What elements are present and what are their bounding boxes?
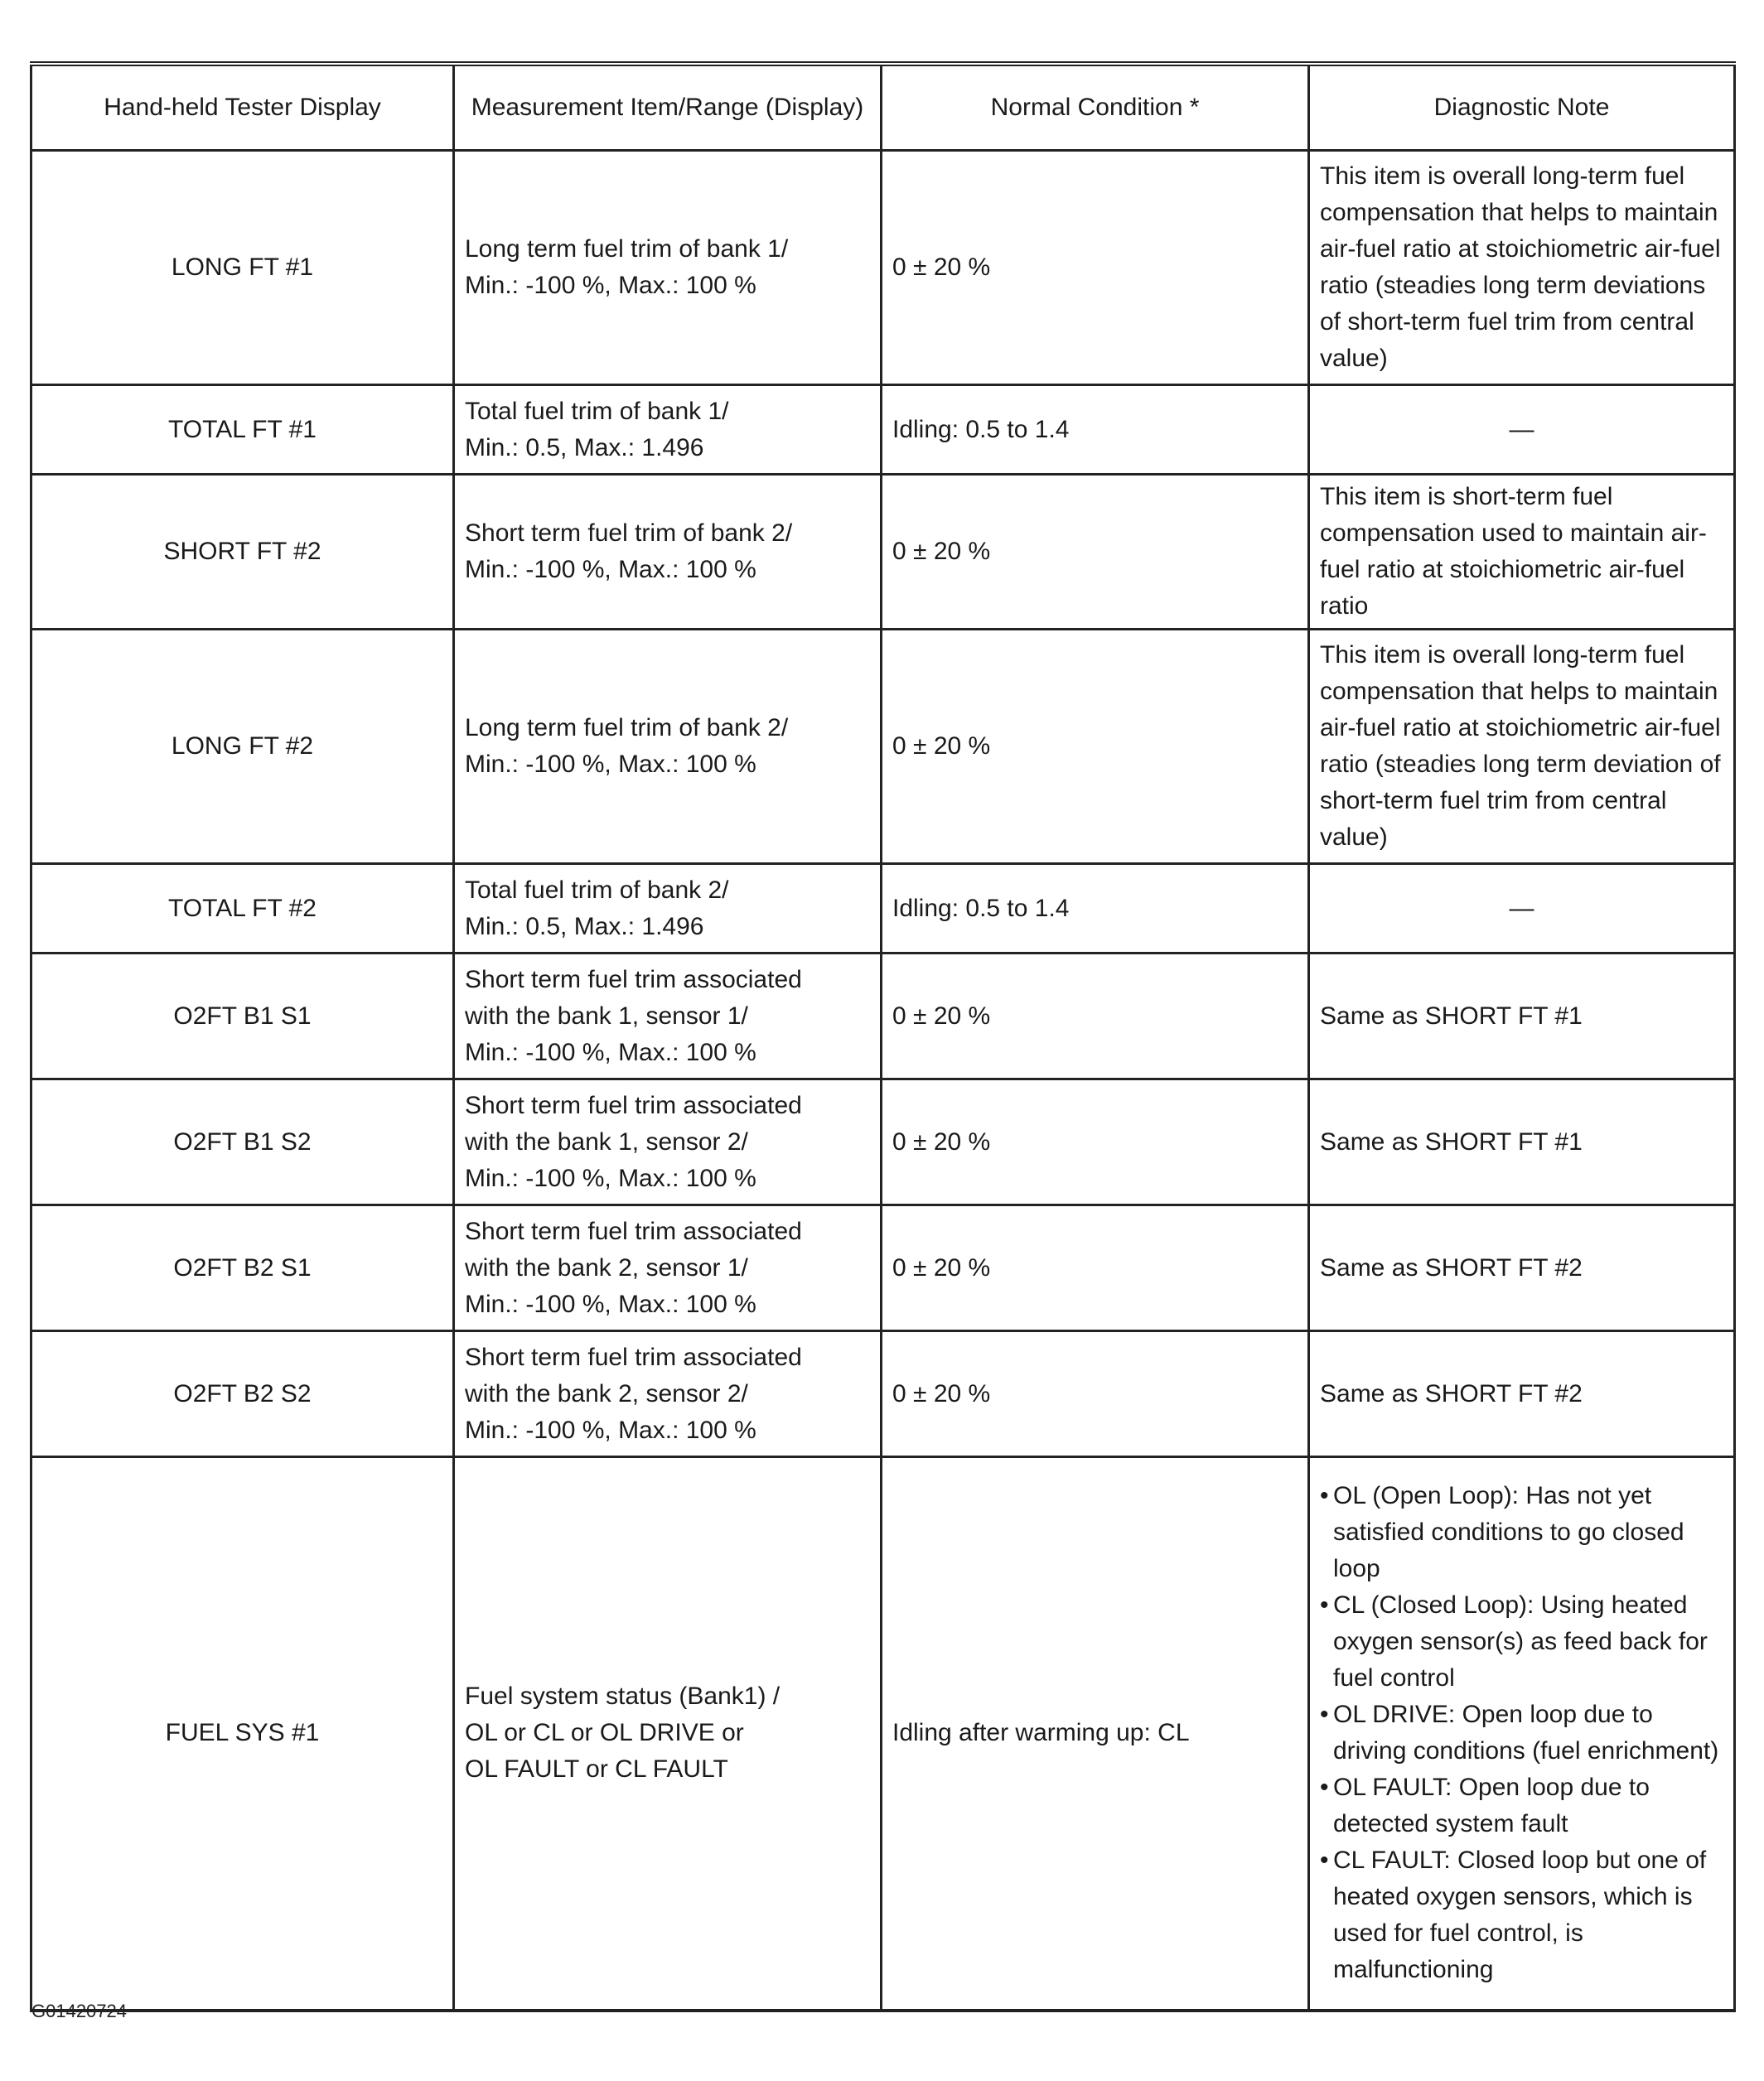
normal-condition-cell: 0 ± 20 % (882, 630, 1309, 864)
table-row (31, 475, 1735, 630)
diagnostic-data-table-container (30, 61, 1733, 2012)
measurement-line: with the bank 1, sensor 2/ (465, 1127, 748, 1156)
tester-display-cell: LONG FT #1 (31, 151, 454, 385)
diagnostic-note-cell: This item is overall long-term fuel compensation that helps to maintain air-fuel ratio at stoichiometric air-fuel ratio (steadies long term deviations of short-term fuel trim from central value) (1309, 151, 1735, 385)
diagnostic-note-cell: This item is overall long-term fuel compensation that helps to maintain air-fuel ratio at stoichiometric air-fuel ratio (steadies long term deviation of short-term fuel trim from central value) (1309, 630, 1735, 864)
tester-display-cell: LONG FT #2 (31, 630, 454, 864)
diagnostic-note-cell: — (1309, 864, 1735, 954)
tester-display-cell: SHORT FT #2 (31, 475, 454, 630)
table-header-row (31, 64, 1735, 151)
bullet-item: • CL (Closed Loop): Using heated oxygen sensor(s) as feed back for fuel control (1320, 1587, 1723, 1697)
measurement-line: Total fuel trim of bank 2/ (465, 876, 729, 904)
diagnostic-note-cell (1309, 1457, 1735, 2011)
normal-condition-cell: Idling: 0.5 to 1.4 (882, 385, 1309, 475)
bullet-item: • OL (Open Loop): Has not yet satisfied conditions to go closed loop (1320, 1478, 1723, 1587)
normal-condition-cell: 0 ± 20 % (882, 151, 1309, 385)
measurement-line: Min.: -100 %, Max.: 100 % (465, 1038, 756, 1066)
header-tester-display: Hand-held Tester Display (31, 64, 454, 151)
measurement-line: Short term fuel trim of bank 2/ (465, 519, 793, 547)
measurement-line: OL or CL or OL DRIVE or (465, 1719, 744, 1747)
normal-condition-cell: Idling: 0.5 to 1.4 (882, 864, 1309, 954)
tester-display-cell: FUEL SYS #1 (31, 1457, 454, 2011)
measurement-line: Min.: -100 %, Max.: 100 % (465, 1290, 756, 1318)
measurement-line: Min.: -100 %, Max.: 100 % (465, 1164, 756, 1192)
table-row (31, 1205, 1735, 1331)
measurement-item-cell (454, 1457, 882, 2011)
tester-display-cell: TOTAL FT #1 (31, 385, 454, 475)
measurement-line: Min.: -100 %, Max.: 100 % (465, 272, 756, 299)
bullet-item: • OL DRIVE: Open loop due to driving conditions (fuel enrichment) (1320, 1697, 1723, 1770)
measurement-item-cell (454, 1205, 882, 1331)
header-measurement-item: Measurement Item/Range (Display) (454, 64, 882, 151)
measurement-line: Min.: 0.5, Max.: 1.496 (465, 433, 704, 461)
measurement-item-cell (454, 630, 882, 864)
measurement-item-cell (454, 864, 882, 954)
measurement-line: Short term fuel trim associated (465, 1343, 802, 1371)
tester-display-cell: O2FT B2 S2 (31, 1331, 454, 1457)
table-row (31, 385, 1735, 475)
header-diagnostic-note: Diagnostic Note (1309, 64, 1735, 151)
measurement-line: Total fuel trim of bank 1/ (465, 397, 729, 425)
table-row (31, 151, 1735, 385)
diagnostic-note-cell: — (1309, 385, 1735, 475)
normal-condition-cell: 0 ± 20 % (882, 954, 1309, 1079)
data-list-table (30, 61, 1736, 2012)
measurement-line: Min.: -100 %, Max.: 100 % (465, 556, 756, 583)
normal-condition-cell: Idling after warming up: CL (882, 1457, 1309, 2011)
measurement-line: Min.: 0.5, Max.: 1.496 (465, 912, 704, 940)
diagnostic-note-cell: Same as SHORT FT #1 (1309, 954, 1735, 1079)
table-row (31, 1457, 1735, 2011)
table-row (31, 1079, 1735, 1205)
measurement-item-cell (454, 151, 882, 385)
measurement-item-cell (454, 475, 882, 630)
measurement-line: Fuel system status (Bank1) / (465, 1683, 781, 1711)
diagnostic-note-cell: Same as SHORT FT #2 (1309, 1205, 1735, 1331)
tester-display-cell: TOTAL FT #2 (31, 864, 454, 954)
tester-display-cell: O2FT B1 S1 (31, 954, 454, 1079)
measurement-line: Short term fuel trim associated (465, 1217, 802, 1245)
bullet-item: • OL FAULT: Open loop due to detected system fault (1320, 1770, 1723, 1842)
table-row (31, 864, 1735, 954)
normal-condition-cell: 0 ± 20 % (882, 1079, 1309, 1205)
measurement-line: with the bank 1, sensor 1/ (465, 1002, 748, 1030)
table-row (31, 1331, 1735, 1457)
measurement-item-cell (454, 385, 882, 475)
diagnostic-note-cell: This item is short-term fuel compensation used to maintain air-fuel ratio at stoichiometric air-fuel ratio (1309, 475, 1735, 630)
measurement-line: Long term fuel trim of bank 1/ (465, 235, 789, 263)
measurement-item-cell (454, 1331, 882, 1457)
figure-reference-code: G01420724 (31, 2001, 127, 2021)
tester-display-cell: O2FT B2 S1 (31, 1205, 454, 1331)
bullet-item: • CL FAULT: Closed loop but one of heated oxygen sensors, which is used for fuel control, is malfunctioning (1320, 1842, 1723, 1988)
header-normal-condition: Normal Condition * (882, 64, 1309, 151)
measurement-line: Long term fuel trim of bank 2/ (465, 714, 789, 741)
measurement-line: Short term fuel trim associated (465, 1091, 802, 1119)
measurement-item-cell (454, 1079, 882, 1205)
measurement-line: OL FAULT or CL FAULT (465, 1755, 728, 1784)
measurement-line: Short term fuel trim associated (465, 965, 802, 993)
measurement-line: with the bank 2, sensor 2/ (465, 1379, 748, 1407)
measurement-line: with the bank 2, sensor 1/ (465, 1253, 748, 1282)
measurement-item-cell (454, 954, 882, 1079)
table-row (31, 954, 1735, 1079)
normal-condition-cell: 0 ± 20 % (882, 1331, 1309, 1457)
tester-display-cell: O2FT B1 S2 (31, 1079, 454, 1205)
normal-condition-cell: 0 ± 20 % (882, 475, 1309, 630)
diagnostic-note-cell: Same as SHORT FT #2 (1309, 1331, 1735, 1457)
measurement-line: Min.: -100 %, Max.: 100 % (465, 751, 756, 778)
table-row (31, 630, 1735, 864)
diagnostic-note-cell: Same as SHORT FT #1 (1309, 1079, 1735, 1205)
normal-condition-cell: 0 ± 20 % (882, 1205, 1309, 1331)
measurement-line: Min.: -100 %, Max.: 100 % (465, 1416, 756, 1444)
fuel-status-bullet-list (1320, 1478, 1723, 1988)
